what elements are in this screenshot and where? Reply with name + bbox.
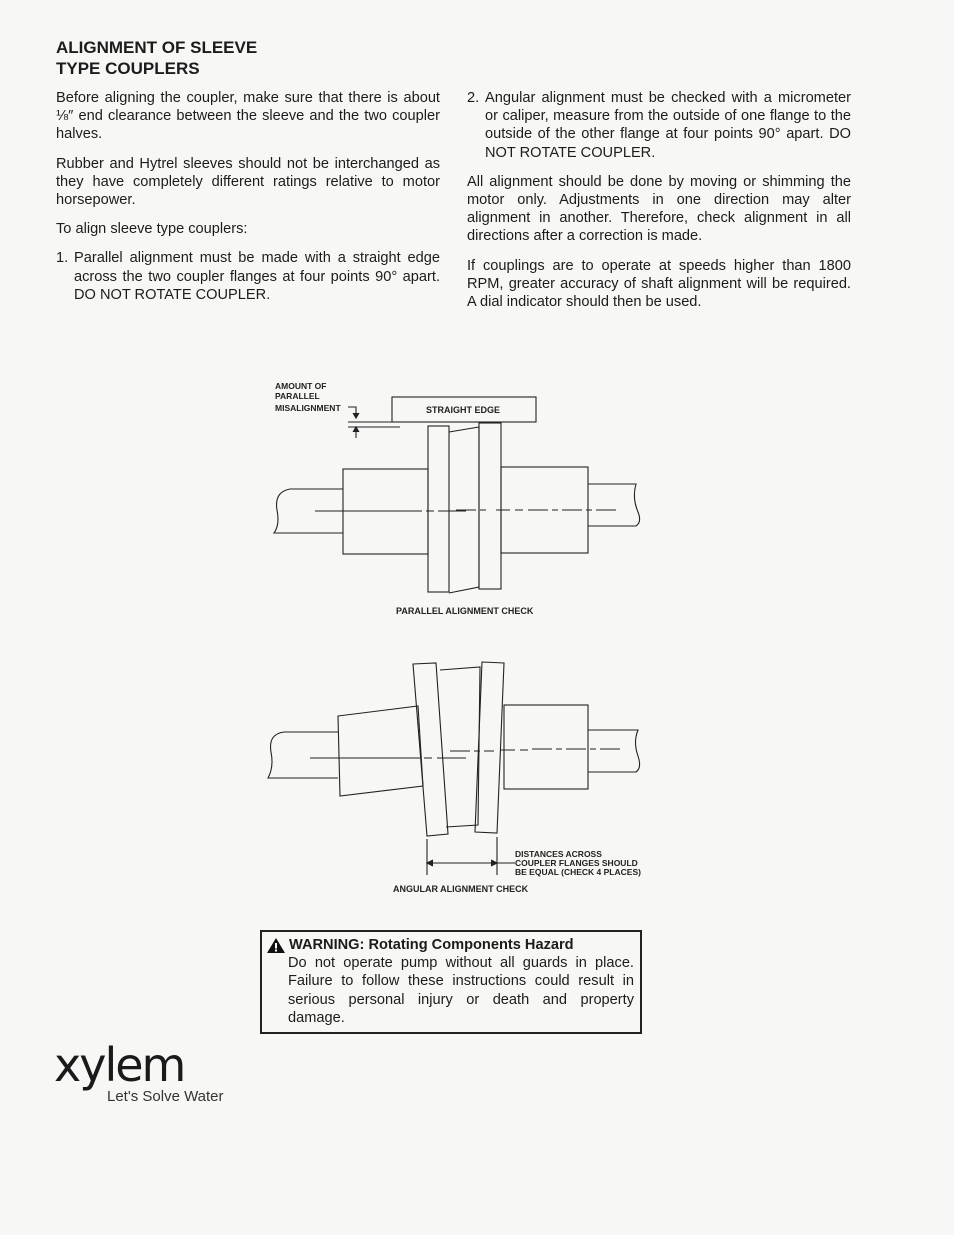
paragraph-dial-indicator: If couplings are to operate at speeds higher than 1800 RPM, greater accuracy of shaft alignment will be required. A dial indicator should then be used. bbox=[467, 257, 851, 311]
list-text: Parallel alignment must be made with a straight edge across the two coupler flanges at four points 90° apart. DO NOT ROTATE COUPLER. bbox=[74, 250, 440, 303]
list-number: 2. bbox=[467, 90, 480, 106]
logo-wordmark: xylem bbox=[54, 1038, 185, 1092]
angular-alignment-figure bbox=[268, 662, 641, 894]
paragraph-clearance: Before aligning the coupler, make sure that there is about ⅛″ end clearance between the sleeve and the two coupler halves. bbox=[56, 90, 440, 143]
title-line-1: ALIGNMENT OF SLEEVE bbox=[56, 38, 258, 57]
list-number: 1. bbox=[56, 250, 69, 267]
label-check-places: BE EQUAL (CHECK 4 PLACES) bbox=[515, 867, 641, 877]
label-coupler-flanges: COUPLER FLANGES SHOULD bbox=[515, 858, 638, 868]
warning-box bbox=[260, 930, 642, 1034]
alignment-diagram bbox=[260, 370, 660, 900]
caption-parallel: PARALLEL ALIGNMENT CHECK bbox=[396, 606, 534, 616]
list-item-angular bbox=[467, 89, 851, 162]
page-title bbox=[56, 37, 257, 79]
parallel-alignment-figure bbox=[274, 381, 640, 616]
list-item-parallel bbox=[56, 249, 440, 304]
label-distances-across: DISTANCES ACROSS bbox=[515, 849, 602, 859]
logo-tagline: Let's Solve Water bbox=[107, 1088, 224, 1105]
label-parallel: PARALLEL bbox=[275, 391, 320, 401]
warning-title: WARNING: Rotating Components Hazard bbox=[289, 937, 574, 953]
xylem-logo bbox=[54, 1038, 224, 1105]
label-misalignment: MISALIGNMENT bbox=[275, 403, 341, 413]
paragraph-intro: To align sleeve type couplers: bbox=[56, 221, 248, 238]
warning-triangle-icon bbox=[266, 937, 286, 954]
paragraph-shimming: All alignment should be done by moving or shimming the motor only. Adjustments in one direction may alter alignment in another. Therefore, check alignment in all directions after a correction is made. bbox=[467, 173, 851, 245]
warning-heading bbox=[262, 936, 640, 954]
right-column bbox=[467, 89, 851, 322]
caption-angular: ANGULAR ALIGNMENT CHECK bbox=[393, 884, 529, 894]
label-straight-edge: STRAIGHT EDGE bbox=[426, 405, 501, 415]
list-text: Angular alignment must be checked with a micrometer or caliper, measure from the outside of one flange to the outside of the other flange at four points 90° apart. DO NOT ROTATE COUPLER. bbox=[485, 90, 851, 161]
title-line-2: TYPE COUPLERS bbox=[56, 59, 200, 78]
paragraph-sleeves: Rubber and Hytrel sleeves should not be interchanged as they have completely different ratings relative to motor horsepower. bbox=[56, 155, 440, 209]
label-amount-of: AMOUNT OF bbox=[275, 381, 327, 391]
warning-text: Do not operate pump without all guards in place. Failure to follow these instructions could result in serious personal injury or death and property damage. bbox=[288, 955, 634, 1026]
left-column bbox=[56, 89, 440, 315]
